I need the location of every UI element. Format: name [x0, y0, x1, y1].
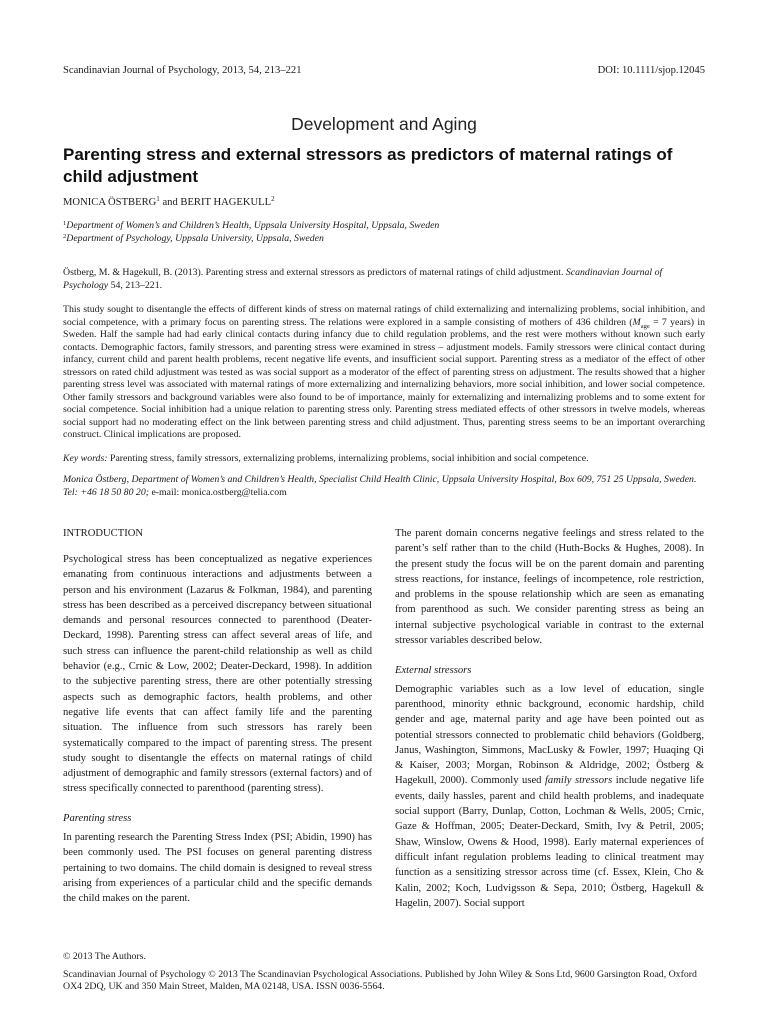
author-name: BERIT HAGEKULL — [180, 197, 272, 208]
affiliations — [63, 219, 705, 245]
affiliation-line — [63, 232, 705, 245]
body-paragraph: In parenting research the Parenting Stress Index (PSI; Abidin, 1990) has been commonly used. The PSI focuses on general parenting distress pertaining to two domains. The child domain is designed to reveal stress arising from experiences of a particular child and the specific demands the child makes on the parent. — [63, 832, 372, 905]
abstract-text: = 7 years) in Sweden. Half the sample had had early clinical contacts during infancy due to child regulation problems, and the rest were mothers without known such early contacts. Demographic factors, family stressors, and parenting stress were examined in stress – adjustment models. Family stressors were clinical contact during infancy, current child and parent health problems, recent negative life events, and insufficient social support. Parenting stress as a mediator of the effect of other stressors on rated child adjustment was tested as was social support as a moderator of the effect of parenting stress on adjustment. The results showed that a higher parenting stress level was associated with maternal ratings of more externalizing and internalizing behaviors, more social inhibition, and lower social competence. Other family stressors and background variables were also found to be of importance, mainly for externalizing and internalizing problems and to some extent for social competence. Social inhibition had a unique relation to parenting stress only. Parenting stress mediated effects of other stressors in twelve models, whereas social support had no moderating effect on the link between parenting stress and child adjustment. Thus, parenting stress seems to be an important overarching construct. Clinical implications are proposed. — [63, 316, 705, 441]
section-label: Development and Aging — [291, 114, 477, 134]
author-joiner: and — [159, 197, 181, 208]
body-paragraph: Psychological stress has been conceptualized as negative experiences emanating from continuous interactions and adjustments between a person and his environment (Lazarus & Folkman, 1984), and parenting stress has been described as a perceived discrepancy between situational demands and personal resources connected to parenthood (Deater-Deckard, 1998). Parenting stress can affect several areas of life, and such stress can influence the parent-child relationship as well as child behavior (e.g., Crnic & Low, 2002; Deater-Deckard, 1998). In addition to the subjective parenting stress, there are other potentially stressing aspects such as demographic factors, health problems, and other negative life events that can affect family life and the parenting situation. The influence from such stressors has rarely been systematically compared to the impact of parenting stress. The present study sought to disentangle the effects on maternal ratings of child adjustment of demographic and family stressors (external factors) and of stress specifically connected to parenthood (parenting stress). — [63, 554, 372, 795]
body-column-right — [395, 526, 704, 926]
doi: DOI: 10.1111/sjop.12045 — [597, 65, 705, 76]
page-footer — [63, 951, 705, 994]
article-title: Parenting stress and external stressors as predictors of maternal ratings of child adjustment — [63, 145, 673, 186]
journal-reference: Scandinavian Journal of Psychology, 2013, 54, 213–221 — [63, 65, 302, 76]
citation-volume: 54, 213–221. — [108, 279, 163, 291]
citation-journal: Scandinavian Journal of Psychology — [63, 267, 663, 291]
body-paragraph — [395, 682, 704, 911]
citation-text: Östberg, M. & Hagekull, B. (2013). Parenting stress and external stressors as predictors of maternal ratings of child adjustment. — [63, 267, 566, 278]
body-emphasis: family stressors — [544, 775, 613, 787]
keywords-text: Parenting stress, family stressors, externalizing problems, internalizing problems, social inhibition and social competence. — [107, 453, 589, 464]
keywords-label: Key words: — [63, 453, 108, 464]
affiliation-marker: 1 — [63, 220, 67, 227]
affiliation-marker: 1 — [156, 195, 160, 203]
abstract-text: This study sought to disentangle the effects of different kinds of stress on maternal ratings of child externalizing and internalizing problems, social inhibition, and social competence, with a primary focus on parenting stress. The relations were explored in a sample consisting of mothers of 436 children ( — [63, 304, 705, 328]
correspondence — [63, 474, 705, 499]
correspondence-email: e-mail: monica.ostberg@telia.com — [149, 486, 287, 498]
correspondence-address: Monica Östberg, Department of Women’s and Children’s Health, Specialist Child Health Clinic, Uppsala University Hospital, Box 609, 751 25 Uppsala, Sweden. Tel: +46 18 50 80 20; — [63, 474, 697, 498]
body-text: include negative life events, daily hassles, parent and child health problems, and inadequate social support (Barry, Dunlap, Cotton, Lochman & Wells, 2005; Crnic, Gaze & Hoffman, 2005; Deater-Deckard, Smith, Ivy & Petril, 2005; Shaw, Winslow, Owens & Hood, 1998). Early maternal experiences of difficult infant regulation problems leading to clinical treatment may function as a sensitizing stressor across time (cf. Essex, Klein, Cho & Kalin, 2002; Koch, Ludvigsson & Sepa, 2010; Östberg, Hagekull & Hagelin, 2007). Social support — [395, 775, 704, 909]
body-text: Demographic variables such as a low level of education, single parenthood, minority ethnic background, economic hardship, child gender and age, maternal parity and age have been pointed out as potential stressors connected to problematic child behaviors (Goldberg, Janus, Washington, Simmons, MacLusky & Fowler, 1997; Huaqing Qi & Kaiser, 2003; Morgan, Robinson & Aldridge, 2002; Östberg & Hagekull, 2000). Commonly used — [395, 683, 704, 787]
abstract-symbol: M — [632, 316, 641, 328]
affiliation-marker: 2 — [271, 195, 275, 203]
body-column-left — [63, 527, 372, 922]
body-paragraph: The parent domain concerns negative feelings and stress related to the parent’s self rather than to the child (Huth-Bocks & Hughes, 2008). In the present study the focus will be on the parent domain and parenting stress reactions, for instance, feelings of incompetence, role restriction, and problems in the spouse relationship which are seen as emanating from parenthood as such. We consider parenting stress as being an internal subjective psychological variable in contrast to the external stressor variables described below. — [395, 528, 704, 647]
author-list — [63, 196, 275, 210]
affiliation-text: Department of Women’s and Children’s Health, Uppsala University Hospital, Uppsala, Sweden — [66, 220, 440, 231]
subsection-heading: Parenting stress — [63, 813, 132, 825]
affiliation-text: Department of Psychology, Uppsala University, Uppsala, Sweden — [66, 233, 324, 244]
section-heading: INTRODUCTION — [63, 528, 144, 539]
article-citation — [63, 267, 705, 292]
publisher-line: Scandinavian Journal of Psychology © 2013 The Scandinavian Psychological Associations. Published by John Wiley & Sons Ltd, 9600 Garsington Road, Oxford OX4 2DQ, UK and 350 Main Street, Malden, MA 02148, USA. ISSN 0036-5564. — [63, 968, 697, 993]
copyright-line: © 2013 The Authors. — [63, 951, 146, 962]
author-name: MONICA ÖSTBERG — [63, 197, 157, 208]
keywords — [63, 453, 705, 466]
abstract-subscript: age — [640, 322, 650, 330]
affiliation-marker: 2 — [63, 233, 67, 240]
abstract — [63, 304, 705, 442]
subsection-heading: External stressors — [395, 664, 472, 676]
affiliation-line — [63, 219, 705, 232]
running-head — [63, 64, 705, 78]
